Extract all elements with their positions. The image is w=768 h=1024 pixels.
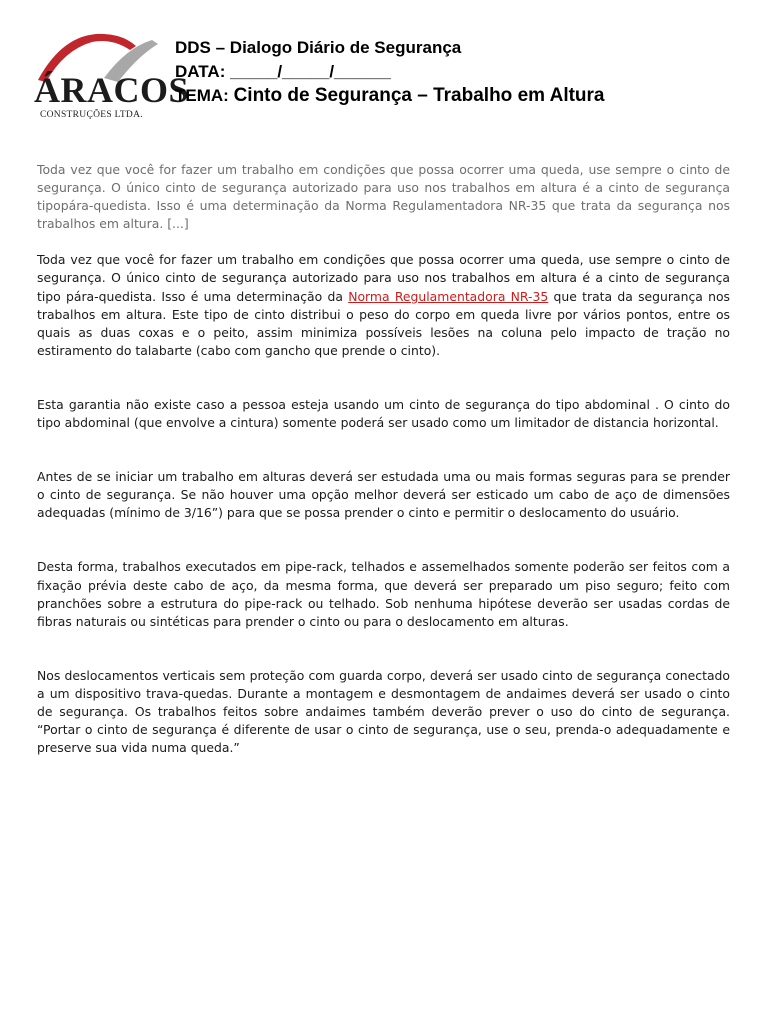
header-theme-value: Cinto de Segurança – Trabalho em Altura — [233, 85, 605, 106]
document-header — [175, 36, 735, 108]
paragraph-intro-excerpt: Toda vez que você for fazer um trabalho em condições que possa ocorrer uma queda, use sempre o cinto de segurança. O único cinto de segurança autorizado para uso nos trabalhos em altura é a cinto de segurança tipopára-quedista. Isso é uma determinação da Norma Regulamentadora NR-35 que trata da segurança nos trabalhos em altura. [...] — [37, 162, 730, 232]
paragraph-text: Toda vez que você for fazer um trabalho em condições que possa ocorrer uma queda, use sempre o cinto de segurança. O único cinto de segurança autorizado para uso nos trabalhos em altura é a cinto de segurança tipo pára-quedista. Isso é uma determinação da — [37, 252, 730, 304]
paragraph-cinto-paraquedista — [37, 251, 730, 360]
company-logo — [34, 30, 190, 120]
paragraph-deslocamentos-verticais: Nos deslocamentos verticais sem proteção com guarda corpo, deverá ser usado cinto de segurança conectado a um dispositivo trava-quedas. Durante a montagem e desmontagem de andaimes deverá ser usado o cinto de segurança. Os trabalhos feitos sobre andaimes também deverão prever o uso do cinto de segurança. “Portar o cinto de segurança é diferente de usar o cinto de segurança, use o seu, prenda-o adequadamente e preserve sua vida numa queda.” — [37, 667, 730, 756]
paragraph-cinto-abdominal: Esta garantia não existe caso a pessoa esteja usando um cinto de segurança do tipo abdominal . O cinto do tipo abdominal (que envolve a cintura) somente poderá ser usado como um limitador de distancia horizontal. — [37, 396, 730, 431]
document-body — [37, 161, 730, 757]
header-theme-label: TEMA: — [175, 86, 229, 105]
paragraph-formas-seguras: Antes de se iniciar um trabalho em alturas deverá ser estudada uma ou mais formas seguras para se prender o cinto de segurança. Se não houver uma opção melhor deverá ser esticado um cabo de aço de dimensões adequadas (mínimo de 3/16”) para que se possa prender o cinto e permitir o deslocamento do usuário. — [37, 469, 730, 521]
header-theme — [175, 84, 735, 108]
header-title: DDS – Dialogo Diário de Segurança — [175, 38, 462, 57]
nr35-link[interactable]: Norma Regulamentadora NR-35 — [348, 288, 549, 304]
logo-name: ÁRACOS — [34, 70, 190, 110]
logo-subtitle: CONSTRUÇÕES LTDA. — [40, 110, 143, 120]
header-date: DATA: _____/_____/______ — [175, 62, 391, 81]
paragraph-pipe-rack: Desta forma, trabalhos executados em pipe-rack, telhados e assemelhados somente poderão ser feitos com a fixação prévia deste cabo de aço, da mesma forma, que deverá ser preparado um piso seguro; feito com pranchões sobre a estrutura do pipe-rack ou telhado. Sob nenhuma hipótese deverão ser usadas cordas de fibras naturais ou sintéticas para prender o cinto ou para o deslocamento em alturas. — [37, 559, 730, 629]
paragraph-text: que trata da segurança nos trabalhos em altura. Este tipo de cinto distribui o peso do corpo em queda livre por vários pontos, entre os quais as duas coxas e o peito, assim minimiza possíveis lesões na coluna pelo impacto de tração no estiramento do talabarte (cabo com gancho que prende o cinto). — [37, 288, 730, 358]
